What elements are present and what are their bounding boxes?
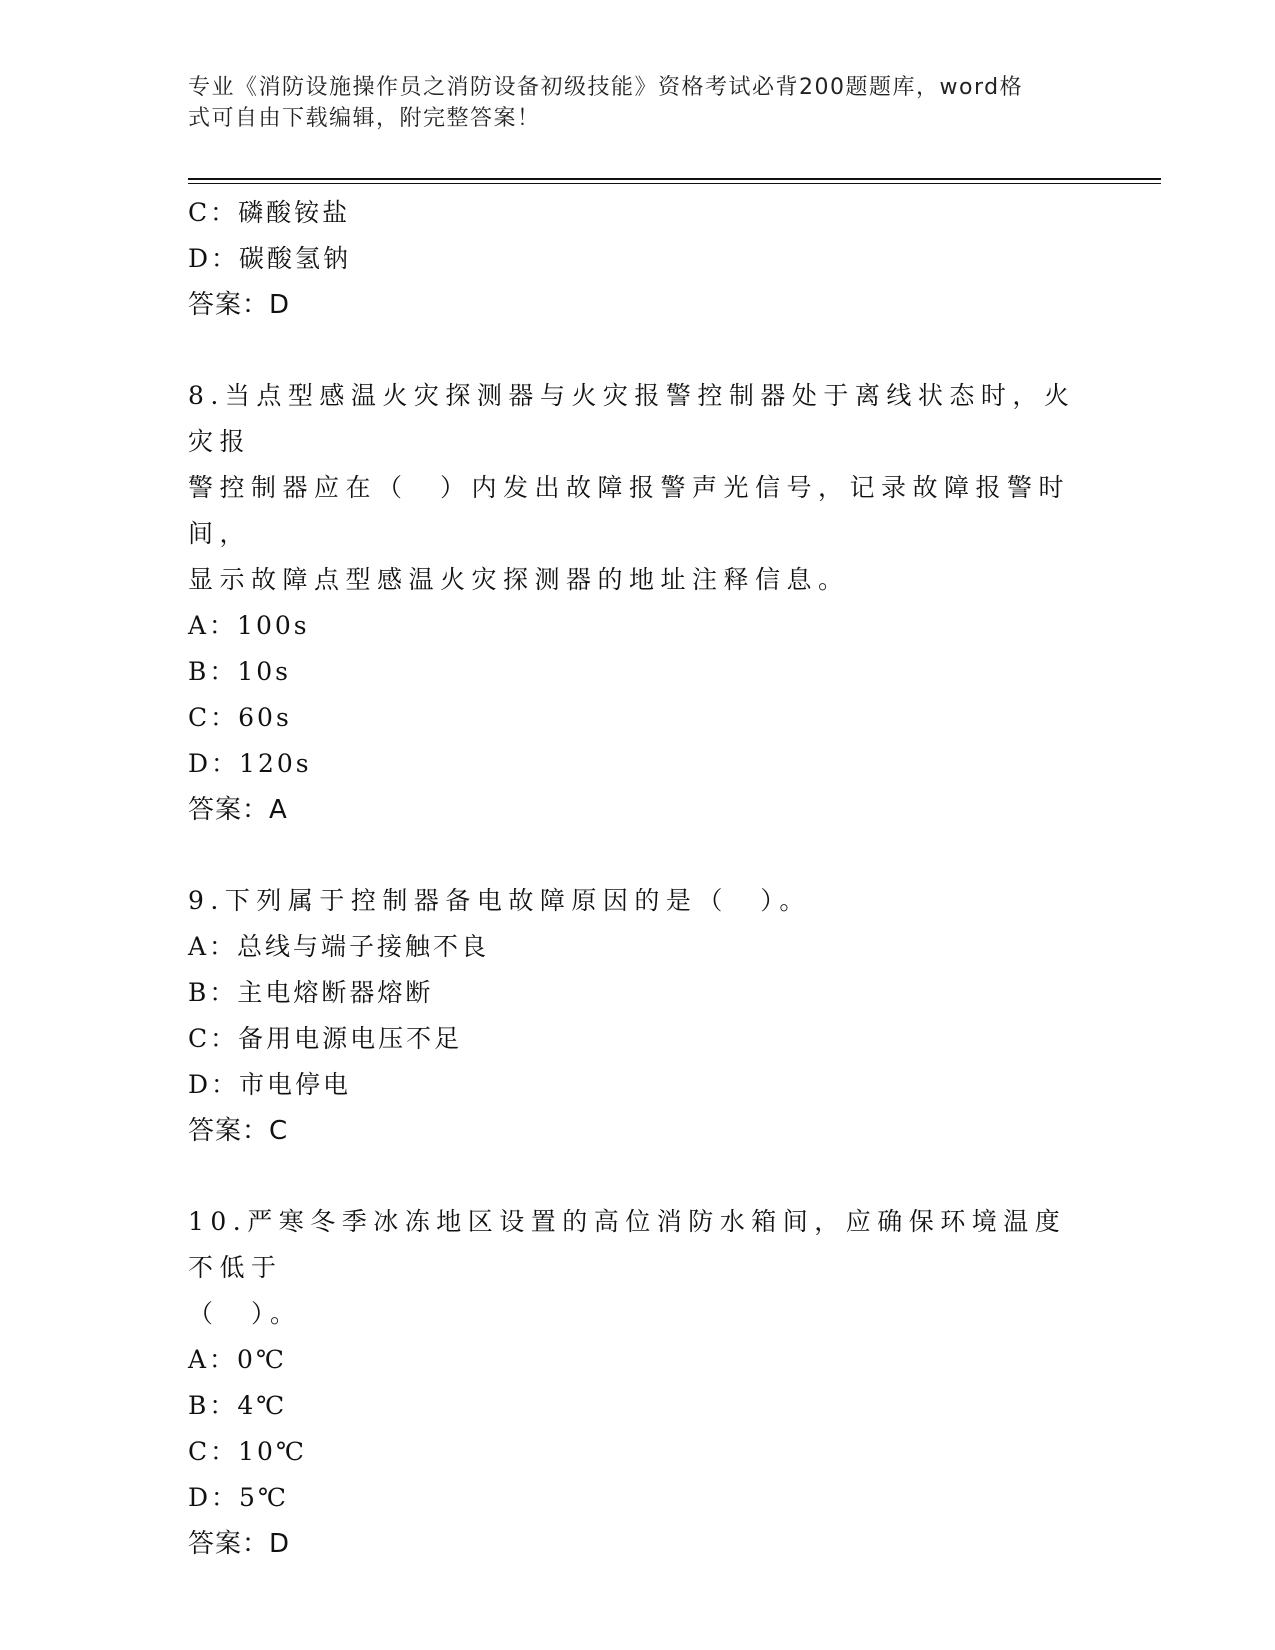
- option-a: A：100s: [188, 611, 310, 640]
- option-b: B：主电熔断器熔断: [188, 978, 434, 1007]
- answer-line: 答案：C: [188, 1116, 289, 1146]
- option-b: B：10s: [188, 657, 292, 686]
- question-text-line: （ ）。: [188, 1299, 302, 1328]
- option-c: C：10℃: [188, 1437, 307, 1466]
- question-text-line: 显示故障点型感温火灾探测器的地址注释信息。: [188, 565, 850, 594]
- option-a: A：总线与端子接触不良: [188, 932, 490, 961]
- option-c: C：备用电源电压不足: [188, 1024, 463, 1053]
- answer-line: 答案：A: [188, 795, 288, 825]
- option-a: A：0℃: [188, 1345, 287, 1374]
- question-8: [188, 373, 1088, 833]
- previous-question-tail: [188, 190, 1088, 328]
- spacer: [188, 328, 1088, 373]
- question-text-line: 9.下列属于控制器备电故障原因的是（ ）。: [188, 886, 811, 915]
- question-list: [188, 190, 1088, 1567]
- option-c: C：60s: [188, 703, 292, 732]
- answer-line: 答案：D: [188, 1529, 291, 1559]
- header-line-1: 专业《消防设施操作员之消防设备初级技能》资格考试必背200题题库，word格: [188, 75, 1024, 100]
- header-line-2: 式可自由下载编辑，附完整答案！: [188, 106, 541, 131]
- question-10: [188, 1199, 1088, 1567]
- question-text-line: 警控制器应在（ ）内发出故障报警声光信号，记录故障报警时间，: [188, 473, 1071, 548]
- option-d: D：市电停电: [188, 1070, 352, 1099]
- option-d: D：碳酸氢钠: [188, 244, 352, 273]
- question-text-line: 10.严寒冬季冰冻地区设置的高位消防水箱间，应确保环境温度不低于: [188, 1207, 1067, 1282]
- option-d: D：120s: [188, 749, 312, 778]
- spacer: [188, 1154, 1088, 1199]
- question-text-line: 8.当点型感温火灾探测器与火灾报警控制器处于离线状态时，火灾报: [188, 381, 1076, 456]
- option-d: D：5℃: [188, 1483, 289, 1512]
- header-divider-thin: [188, 183, 1161, 184]
- spacer: [188, 833, 1088, 878]
- answer-line: 答案：D: [188, 290, 291, 320]
- question-9: [188, 878, 1088, 1154]
- header-divider-thick: [188, 178, 1161, 180]
- option-c: C：磷酸铵盐: [188, 198, 351, 227]
- option-b: B：4℃: [188, 1391, 288, 1420]
- document-header: [188, 72, 1068, 134]
